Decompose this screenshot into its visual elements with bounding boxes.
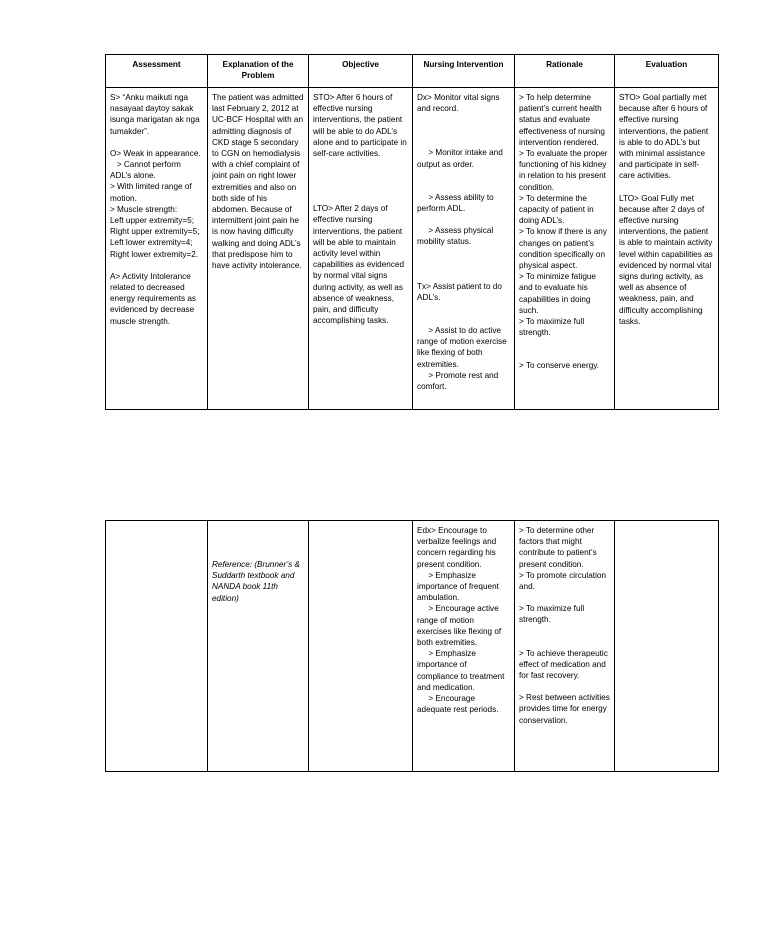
cell-line: [619, 182, 714, 193]
cell-line: [417, 170, 510, 181]
header-evaluation: Evaluation: [615, 55, 719, 88]
cell-line: > To help determine patient’s current health status and evaluate effectiveness of nursing intervention rendered.: [519, 93, 608, 147]
cell-line: > To determine the capacity of patient in doing ADL’s.: [519, 193, 596, 226]
cell-line: Right lower extremity=2.: [110, 249, 199, 259]
cell-line: > To promote circulation and.: [519, 570, 609, 592]
cell-line: [519, 338, 610, 349]
objective-cell-empty: [309, 521, 413, 772]
cell-line: > To maximize full strength.: [519, 317, 587, 338]
explanation-cell: [208, 88, 309, 410]
rationale-cell: [515, 88, 615, 410]
cell-line: [519, 349, 610, 360]
cell-line: [519, 592, 610, 603]
cell-line: S> “Anku maikuti nga nasayaat daytoy sakak isunga marigatan ak nga tumakder”.: [110, 93, 202, 136]
cell-line: [417, 214, 510, 225]
cell-line: > Cannot perform ADL’s alone.: [110, 160, 183, 181]
cell-line: > To determine other factors that might contribute to patient’s present condition.: [519, 526, 599, 569]
cell-line: > Assist to do active range of motion exercise like flexing of both extremities.: [417, 326, 509, 369]
cell-line: [417, 136, 510, 147]
header-row: [106, 55, 719, 88]
cell-line: > Encourage active range of motion exercises like flexing of both extremities.: [417, 604, 504, 648]
cell-line: STO> Goal partially met because after 6 hours of effective nursing interventions, the patient is able to do ADL’s but with minimal assistance and participate in self-care activities.: [619, 93, 711, 181]
cell-line: [519, 681, 610, 692]
cell-line: [313, 181, 408, 192]
header-assessment: Assessment: [106, 55, 208, 88]
cell-line: > To achieve therapeutic effect of medication and for fast recovery.: [519, 648, 611, 681]
cell-line: [417, 259, 510, 270]
cell-line: Edx> Encourage to verbalize feelings and concern regarding his present condition.: [417, 526, 499, 569]
objective-cell: [309, 88, 413, 410]
cell-line: [417, 114, 510, 125]
cell-line: [417, 270, 510, 281]
cell-line: STO> After 6 hours of effective nursing interventions, the patient will be able to do ADL’s alone and to participate in self-care activities.: [313, 93, 410, 159]
cell-line: > Encourage adequate rest periods.: [417, 694, 499, 715]
rationale-cell: [515, 521, 615, 772]
cell-line: [519, 637, 610, 648]
cell-line: > Muscle strength:: [110, 204, 178, 214]
evaluation-cell-empty: [615, 521, 719, 772]
assessment-cell: [106, 88, 208, 410]
cell-line: > Promote rest and comfort.: [417, 370, 501, 392]
cell-line: Left upper extremity=5;: [110, 216, 194, 226]
care-plan-table-page-1: [105, 54, 719, 410]
cell-line: > Assess ability to perform ADL.: [417, 192, 496, 214]
intervention-cell: [413, 88, 515, 410]
cell-line: > To maximize full strength.: [519, 604, 587, 625]
cell-line: [417, 314, 510, 325]
care-plan-continuation-row: [106, 521, 719, 772]
intervention-cell: [413, 521, 515, 772]
cell-line: [519, 626, 610, 637]
cell-line: A> Activity Intolerance related to decreased energy requirements as evidenced by decrease muscle strength.: [110, 271, 199, 326]
cell-line: Dx> Monitor vital signs and record.: [417, 93, 502, 114]
header-nursing-intervention: Nursing Intervention: [413, 55, 515, 88]
cell-line: Right upper extremity=5;: [110, 227, 200, 237]
cell-line: > To conserve energy.: [519, 361, 600, 371]
cell-line: > To evaluate the proper functioning of his kidney in relation to his present condition.: [519, 149, 610, 192]
cell-line: [110, 137, 203, 148]
header-explanation: Explanation of the Problem: [208, 55, 309, 88]
cell-line: [313, 159, 408, 170]
cell-line: [313, 192, 408, 203]
cell-line: Left lower extremity=4;: [110, 238, 193, 248]
cell-line: [417, 248, 510, 259]
cell-line: [417, 303, 510, 314]
cell-line: LTO> After 2 days of effective nursing interventions, the patient will be able to maintain activity level within capabilities as evidenced by normal vital signs during activity, as well as absence of weakness, pain, and difficulty accomplishing tasks.: [313, 204, 407, 326]
cell-line: > Assess physical mobility status.: [417, 226, 496, 247]
cell-line: > Emphasize importance of compliance to treatment and medication.: [417, 649, 507, 692]
cell-line: The patient was admitted last February 2, 2012 at UC-BCF Hospital with an admitting diagnosis of CKD stage 5 secondary to CGN on hemodialysis with a chief complaint of joint pain on right lower extremities and also on both side of his abdomen. Because of intermittent joint pain he is now having difficulty walking and doing ADL’s that predispose him to have activity intolerance.: [212, 93, 306, 271]
care-plan-row: [106, 88, 719, 410]
cell-line: > Emphasize importance of frequent ambulation.: [417, 570, 502, 603]
reference-text: Reference: (Brunner’s & Suddarth textbook and NANDA book 11th edition): [212, 560, 300, 603]
care-plan-table-page-2: [105, 520, 719, 772]
cell-line: [417, 125, 510, 136]
cell-line: [313, 170, 408, 181]
cell-line: > Rest between activities provides time for energy conservation.: [519, 693, 613, 725]
cell-line: > Monitor intake and output as order.: [417, 148, 506, 169]
cell-line: [110, 260, 203, 271]
header-objective: Objective: [309, 55, 413, 88]
cell-line: [417, 181, 510, 192]
assessment-cell-empty: [106, 521, 208, 772]
cell-line: Tx> Assist patient to do ADL’s.: [417, 281, 504, 302]
cell-line: > With limited range of motion.: [110, 182, 194, 203]
cell-line: > To minimize fatigue and to evaluate his capabilities in doing such.: [519, 272, 599, 315]
reference-cell: [208, 521, 309, 772]
cell-line: O> Weak in appearance.: [110, 148, 201, 158]
cell-line: > To know if there is any changes on patient’s condition specifically on physical aspect.: [519, 227, 610, 271]
cell-line: LTO> Goal Fully met because after 2 days of effective nursing interventions, the patient is able to maintain activity level within capabilities as evidenced by normal vital signs during activity, as well as absence of weakness, pain, and difficulty accomplishing tasks.: [619, 193, 716, 326]
evaluation-cell: [615, 88, 719, 410]
header-rationale: Rationale: [515, 55, 615, 88]
